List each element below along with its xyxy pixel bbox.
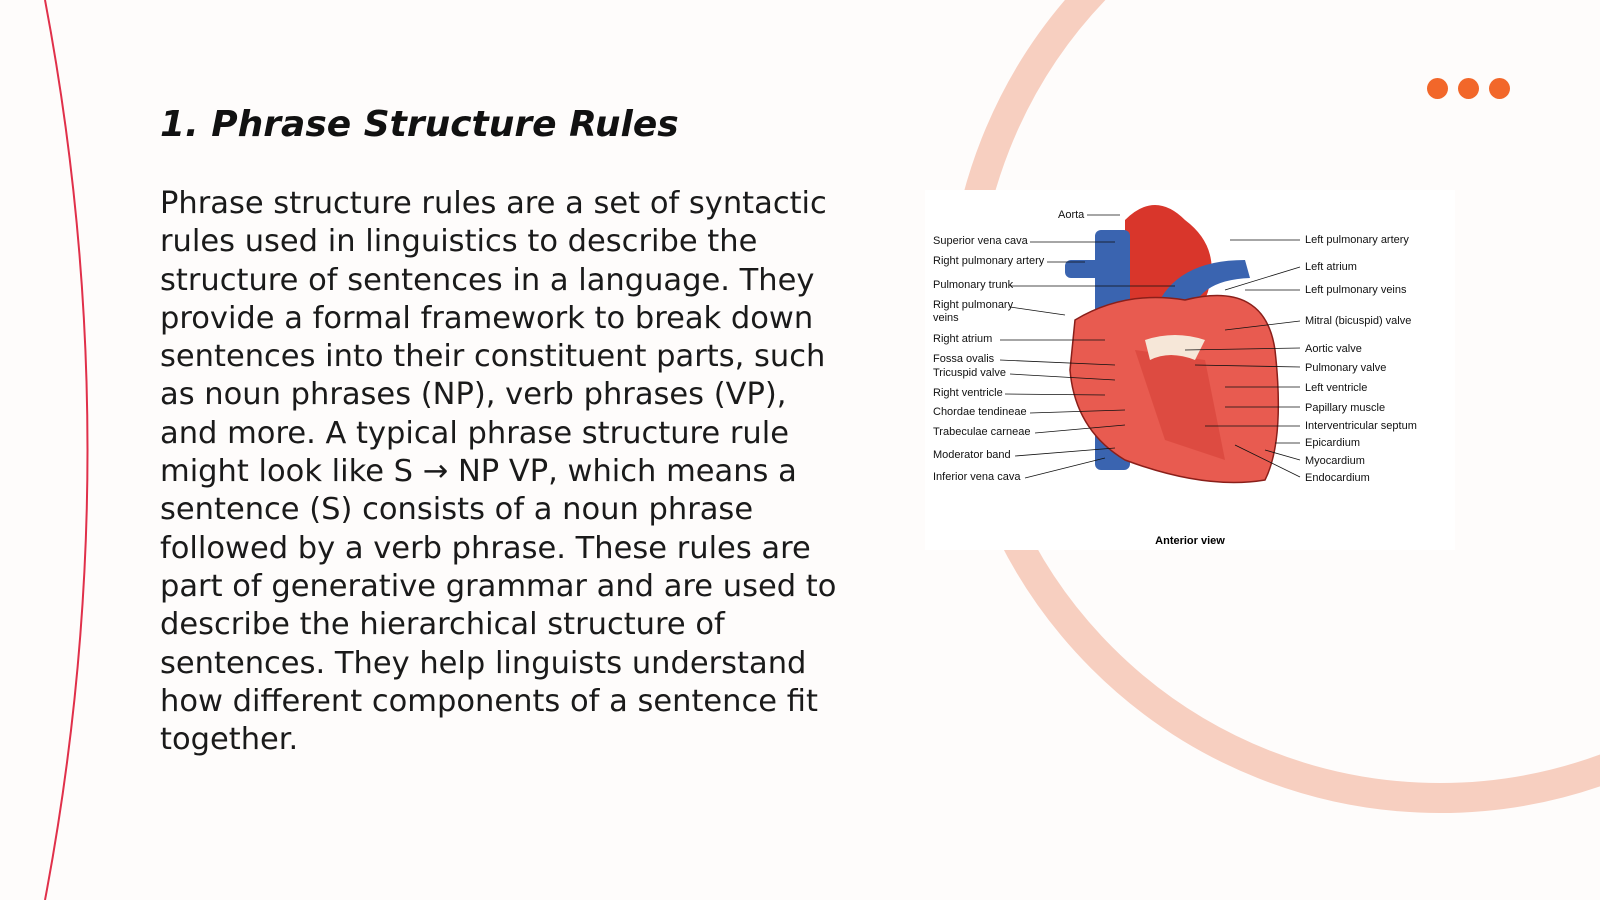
right-label: Left pulmonary veins [1305, 284, 1407, 296]
right-label: Mitral (bicuspid) valve [1305, 315, 1412, 327]
dot-icon [1458, 78, 1479, 99]
left-label: Right pulmonary artery [933, 255, 1045, 267]
right-label: Interventricular septum [1305, 420, 1417, 432]
right-label: Endocardium [1305, 472, 1370, 484]
left-label: Right ventricle [933, 387, 1003, 399]
decorative-dots [1427, 78, 1510, 99]
slide-body-text: Phrase structure rules are a set of syntactic rules used in linguistics to describe the structure of sentences in a language. They provide a formal framework to break down sentences into their constituent parts, such as noun phrases (NP), verb phrases (VP), and more. A typical phrase structure rule might look like S → NP VP, which means a sentence (S) consists of a noun phrase followed by a verb phrase. These rules are part of generative grammar and are used to describe the hierarchical structure of sentences. They help linguists understand how different components of a sentence fit together. [160, 186, 837, 758]
slide-title: 1. Phrase Structure Rules [160, 104, 679, 145]
left-label: Right pulmonary veins [933, 299, 1014, 324]
left-label: Pulmonary trunk [933, 279, 1014, 291]
right-label: Epicardium [1305, 437, 1361, 449]
right-label: Left ventricle [1305, 382, 1368, 394]
right-label: Myocardium [1305, 455, 1365, 467]
left-label: Chordae tendineae [933, 406, 1027, 418]
left-label: Inferior vena cava [933, 471, 1021, 483]
label-top: Aorta [1058, 209, 1085, 221]
left-label: Fossa ovalis [933, 353, 995, 365]
right-label: Left pulmonary artery [1305, 234, 1409, 246]
left-label: Right atrium [933, 333, 993, 345]
left-label: Moderator band [933, 449, 1011, 461]
heart-diagram [925, 190, 1455, 550]
left-curve-line [45, 0, 88, 900]
left-label: Superior vena cava [933, 235, 1028, 247]
right-label: Papillary muscle [1305, 402, 1386, 414]
right-label: Left atrium [1305, 261, 1357, 273]
figure-caption: Anterior view [1155, 535, 1225, 547]
left-label: Tricuspid valve [933, 367, 1006, 379]
dot-icon [1489, 78, 1510, 99]
right-label: Aortic valve [1305, 343, 1362, 355]
right-label: Pulmonary valve [1305, 362, 1387, 374]
dot-icon [1427, 78, 1448, 99]
left-label: Trabeculae carneae [933, 426, 1031, 438]
